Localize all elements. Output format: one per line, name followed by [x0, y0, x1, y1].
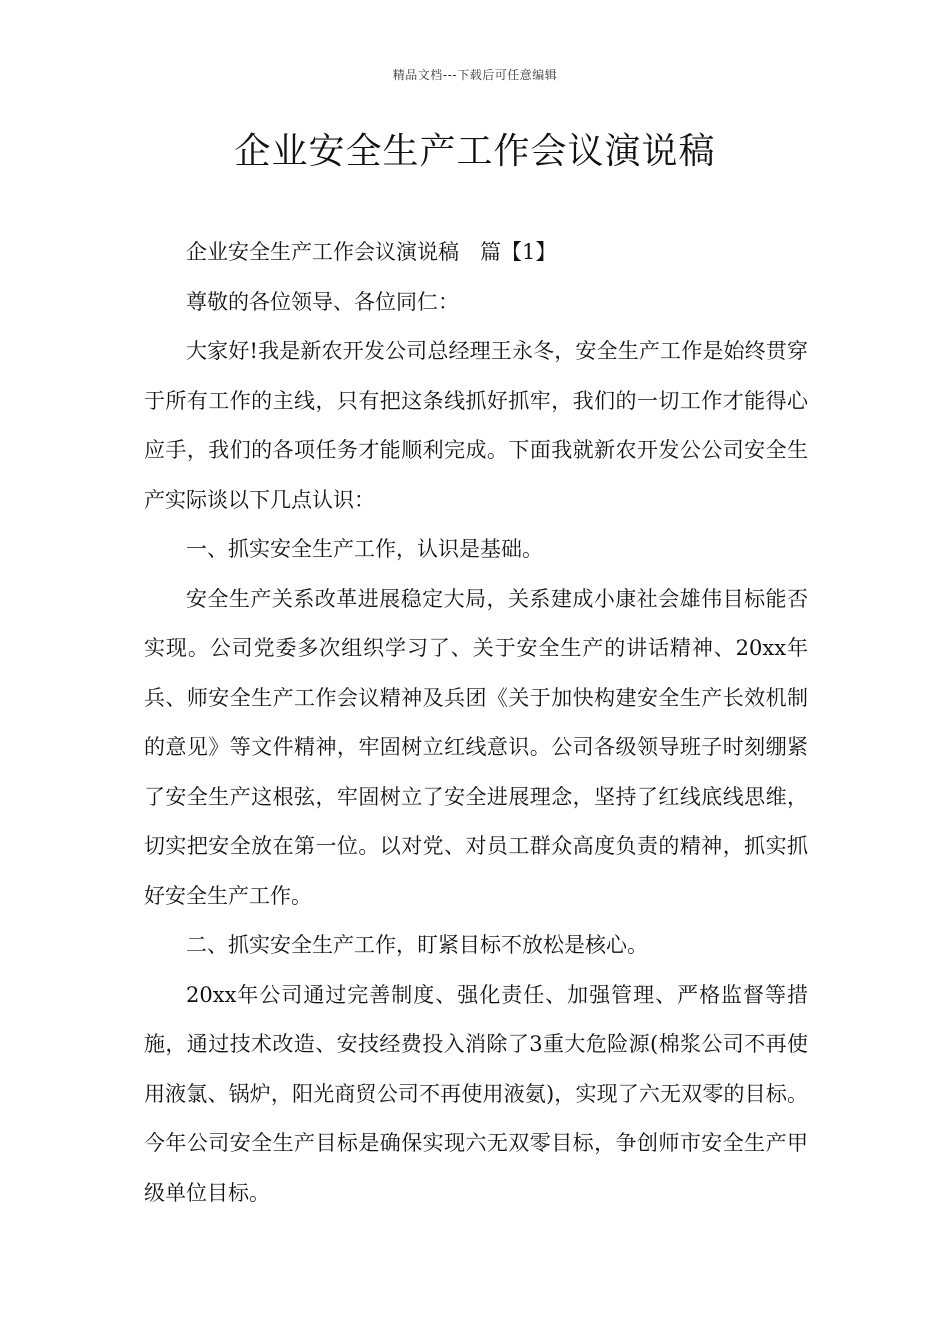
paragraph-point-1: 安全生产关系改革进展稳定大局，关系建成小康社会雄伟目标能否实现。公司党委多次组织学习了、关于安全生产的讲话精神、20xx年兵、师安全生产工作会议精神及兵团《关于加快构建安全生产长效机制的意见》等文件精神，牢固树立红线意识。公司各级领导班子时刻绷紧了安全生产这根弦，牢固树立了安全进展理念，坚持了红线底线思维，切实把安全放在第一位。以对党、对员工群众高度负责的精神，抓实抓好安全生产工作。 [144, 586, 808, 908]
salutation: 尊敬的各位领导、各位同仁： [186, 289, 459, 314]
point-heading-2: 二、抓实安全生产工作，盯紧目标不放松是核心。 [186, 933, 648, 957]
section-heading: 企业安全生产工作会议演说稿 篇【1】 [186, 240, 557, 264]
document-body [144, 228, 808, 1218]
header-note: 精品文档---下载后可任意编辑 [392, 68, 558, 82]
paragraph-intro: 大家好!我是新农开发公司总经理王永冬，安全生产工作是始终贯穿于所有工作的主线，只有把这条线抓好抓牢，我们的一切工作才能得心应手，我们的各项任务才能顺利完成。下面我就新农开发公公司安全生产实际谈以下几点认识： [144, 339, 808, 512]
document-title: 企业安全生产工作会议演说稿 [234, 131, 716, 172]
paragraph-point-2: 20xx年公司通过完善制度、强化责任、加强管理、严格监督等措施，通过技术改造、安技经费投入消除了3重大危险源(棉浆公司不再使用液氯、锅炉，阳光商贸公司不再使用液氨)，实现了六无双零的目标。今年公司安全生产目标是确保实现六无双零目标，争创师市安全生产甲级单位目标。 [144, 982, 808, 1205]
point-heading-1: 一、抓实安全生产工作，认识是基础。 [186, 537, 543, 561]
